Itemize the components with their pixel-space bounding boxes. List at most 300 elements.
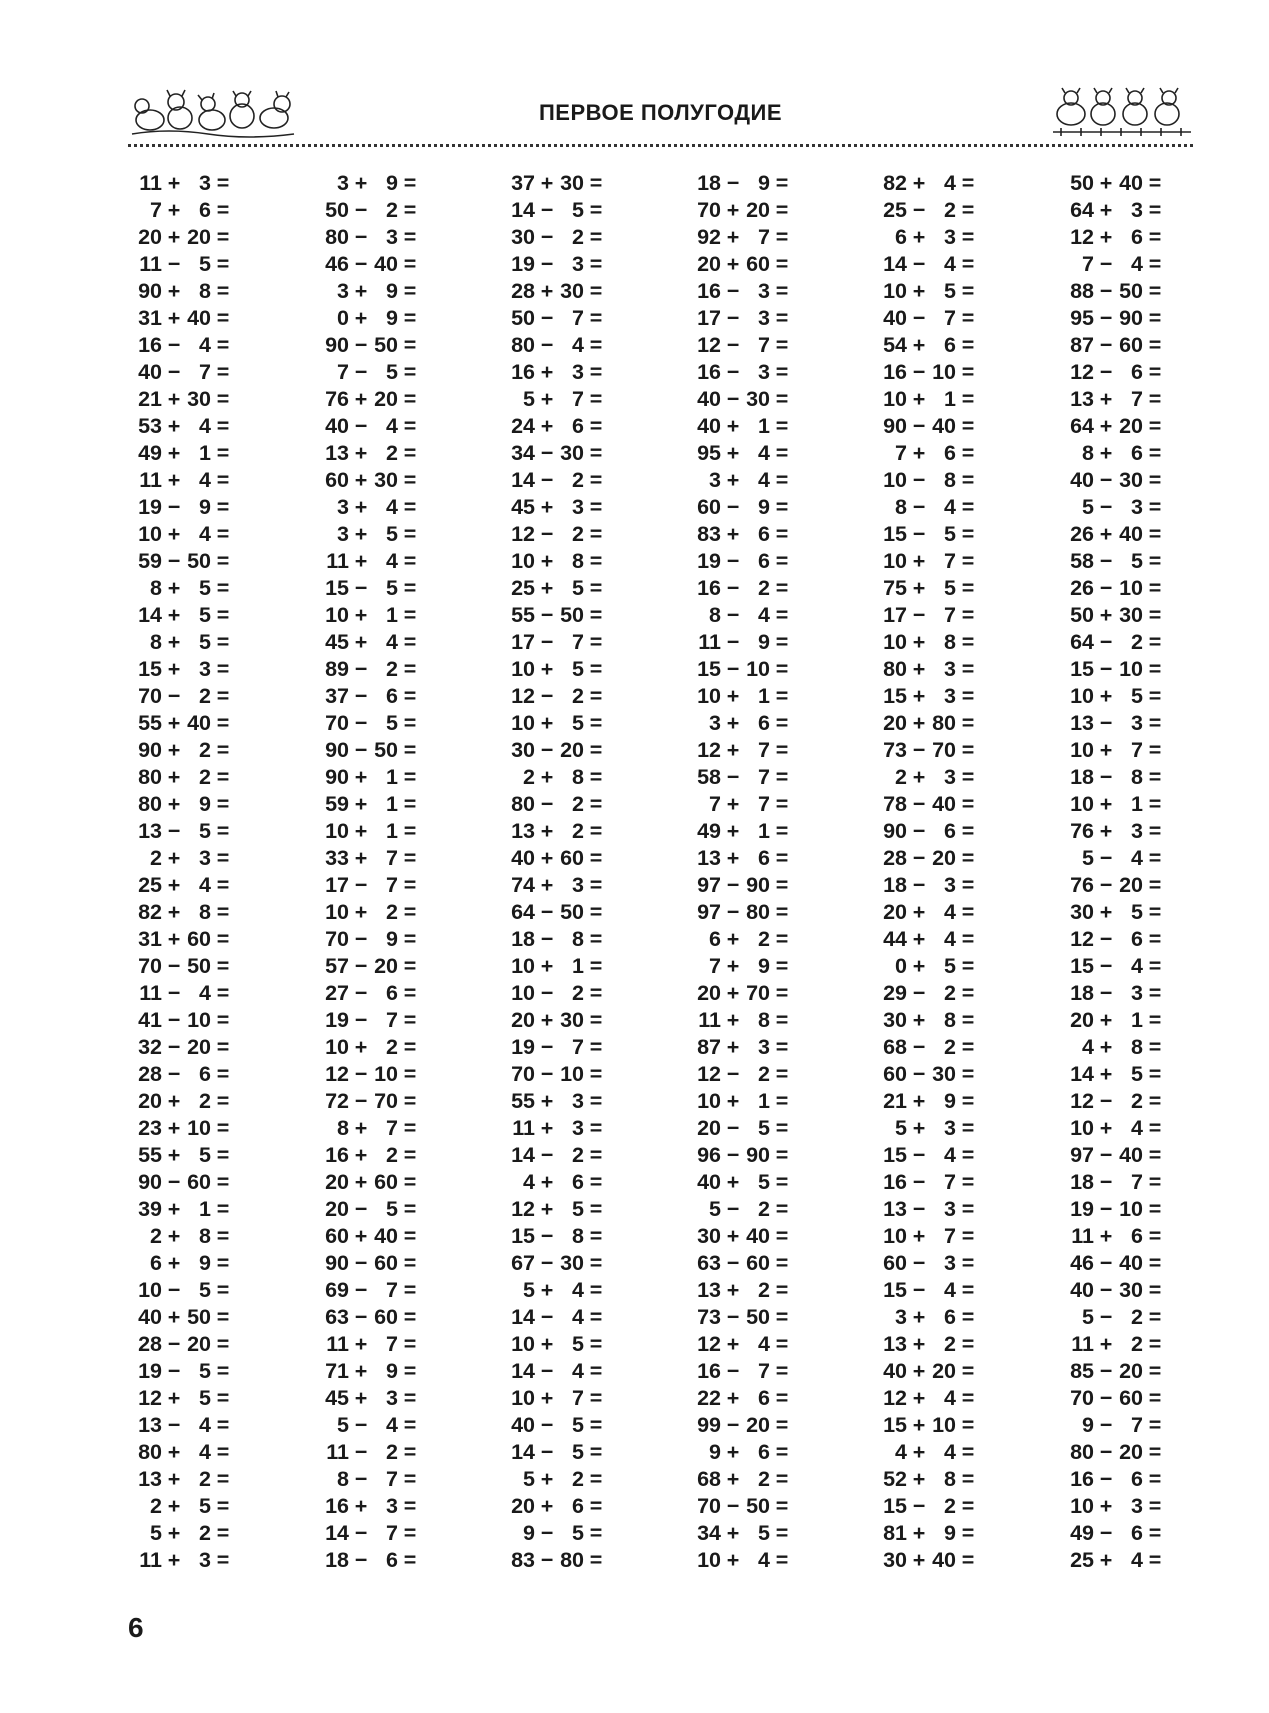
operand-b: 30 bbox=[1119, 1278, 1143, 1302]
operand-a: 13 bbox=[697, 846, 721, 870]
operand-b: 3 bbox=[944, 1116, 956, 1140]
operator: − bbox=[540, 252, 554, 276]
exercise-item bbox=[1060, 818, 1175, 845]
operand-b: 6 bbox=[1131, 441, 1143, 465]
equals-sign: = bbox=[775, 765, 789, 789]
operator: + bbox=[726, 1278, 740, 1302]
operand-a: 50 bbox=[325, 198, 349, 222]
exercise-item bbox=[687, 629, 802, 656]
equals-sign: = bbox=[216, 927, 230, 951]
equals-sign: = bbox=[403, 1521, 417, 1545]
operator: − bbox=[167, 684, 181, 708]
exercise-item bbox=[1060, 764, 1175, 791]
operator: + bbox=[354, 1359, 368, 1383]
exercise-item bbox=[873, 1547, 988, 1574]
operand-a: 64 bbox=[1070, 414, 1094, 438]
operator: + bbox=[167, 1224, 181, 1248]
equals-sign: = bbox=[961, 684, 975, 708]
operand-a: 10 bbox=[1070, 1116, 1094, 1140]
operator: − bbox=[912, 1494, 926, 1518]
operator: − bbox=[912, 522, 926, 546]
equals-sign: = bbox=[775, 738, 789, 762]
exercise-item bbox=[873, 1061, 988, 1088]
operand-a: 70 bbox=[138, 684, 162, 708]
equals-sign: = bbox=[1148, 819, 1162, 843]
equals-sign: = bbox=[1148, 333, 1162, 357]
operator: + bbox=[354, 387, 368, 411]
operand-b: 5 bbox=[199, 630, 211, 654]
operand-a: 83 bbox=[511, 1548, 535, 1572]
exercise-item bbox=[687, 305, 802, 332]
exercise-item bbox=[687, 1466, 802, 1493]
operand-b: 10 bbox=[374, 1062, 398, 1086]
operand-a: 4 bbox=[1082, 1035, 1094, 1059]
operand-b: 3 bbox=[944, 225, 956, 249]
operand-b: 7 bbox=[944, 306, 956, 330]
operand-b: 30 bbox=[560, 1251, 584, 1275]
operator: + bbox=[912, 225, 926, 249]
exercise-item bbox=[501, 1196, 616, 1223]
operator: + bbox=[167, 387, 181, 411]
operand-b: 40 bbox=[932, 414, 956, 438]
operator: − bbox=[1099, 576, 1113, 600]
equals-sign: = bbox=[589, 1008, 603, 1032]
operand-b: 5 bbox=[944, 954, 956, 978]
operator: − bbox=[726, 387, 740, 411]
operand-b: 2 bbox=[386, 1143, 398, 1167]
operand-b: 4 bbox=[758, 1548, 770, 1572]
exercise-item bbox=[315, 1169, 430, 1196]
equals-sign: = bbox=[216, 468, 230, 492]
operand-a: 5 bbox=[1082, 846, 1094, 870]
operand-a: 19 bbox=[697, 549, 721, 573]
exercise-item bbox=[1060, 224, 1175, 251]
operand-b: 6 bbox=[1131, 1521, 1143, 1545]
operand-a: 20 bbox=[1070, 1008, 1094, 1032]
exercise-item bbox=[315, 1061, 430, 1088]
operator: + bbox=[167, 630, 181, 654]
equals-sign: = bbox=[775, 549, 789, 573]
operator: − bbox=[354, 1440, 368, 1464]
operand-b: 4 bbox=[386, 630, 398, 654]
operand-b: 8 bbox=[944, 1467, 956, 1491]
exercise-item bbox=[687, 1304, 802, 1331]
operator: + bbox=[540, 279, 554, 303]
operand-b: 9 bbox=[199, 792, 211, 816]
exercise-item bbox=[128, 791, 243, 818]
operand-a: 6 bbox=[895, 225, 907, 249]
operand-b: 6 bbox=[1131, 225, 1143, 249]
exercise-item bbox=[501, 1304, 616, 1331]
operand-a: 40 bbox=[325, 414, 349, 438]
exercise-item bbox=[128, 845, 243, 872]
operand-b: 8 bbox=[1131, 1035, 1143, 1059]
operand-b: 6 bbox=[758, 1386, 770, 1410]
operand-b: 6 bbox=[1131, 1467, 1143, 1491]
operator: + bbox=[912, 1224, 926, 1248]
equals-sign: = bbox=[775, 1521, 789, 1545]
equals-sign: = bbox=[216, 1413, 230, 1437]
exercise-item bbox=[1060, 1520, 1175, 1547]
equals-sign: = bbox=[961, 1197, 975, 1221]
equals-sign: = bbox=[589, 1467, 603, 1491]
equals-sign: = bbox=[961, 1359, 975, 1383]
operand-a: 40 bbox=[883, 306, 907, 330]
operand-a: 17 bbox=[325, 873, 349, 897]
operand-b: 7 bbox=[758, 792, 770, 816]
exercise-item bbox=[315, 224, 430, 251]
operand-a: 16 bbox=[883, 360, 907, 384]
operand-b: 7 bbox=[1131, 1413, 1143, 1437]
operator: − bbox=[1099, 468, 1113, 492]
operand-a: 14 bbox=[511, 1305, 535, 1329]
operand-b: 4 bbox=[572, 1359, 584, 1383]
operand-b: 7 bbox=[758, 738, 770, 762]
equals-sign: = bbox=[1148, 981, 1162, 1005]
operand-b: 9 bbox=[944, 1521, 956, 1545]
operator: + bbox=[540, 819, 554, 843]
operator: − bbox=[540, 306, 554, 330]
equals-sign: = bbox=[403, 1440, 417, 1464]
operand-b: 4 bbox=[1131, 1116, 1143, 1140]
operand-b: 2 bbox=[572, 225, 584, 249]
operand-a: 50 bbox=[1070, 603, 1094, 627]
operand-b: 7 bbox=[758, 765, 770, 789]
operator: − bbox=[726, 1413, 740, 1437]
exercise-item bbox=[128, 386, 243, 413]
equals-sign: = bbox=[961, 900, 975, 924]
operand-b: 3 bbox=[199, 171, 211, 195]
equals-sign: = bbox=[589, 846, 603, 870]
equals-sign: = bbox=[403, 549, 417, 573]
operand-a: 12 bbox=[697, 1062, 721, 1086]
operator: + bbox=[354, 279, 368, 303]
operand-a: 88 bbox=[1070, 279, 1094, 303]
operand-b: 6 bbox=[572, 1170, 584, 1194]
exercise-item bbox=[501, 1142, 616, 1169]
operator: + bbox=[167, 1116, 181, 1140]
operator: + bbox=[167, 1440, 181, 1464]
operand-b: 2 bbox=[944, 198, 956, 222]
operand-b: 4 bbox=[199, 522, 211, 546]
exercise-item bbox=[128, 1304, 243, 1331]
equals-sign: = bbox=[216, 225, 230, 249]
equals-sign: = bbox=[216, 306, 230, 330]
operand-a: 85 bbox=[1070, 1359, 1094, 1383]
operand-b: 10 bbox=[1119, 576, 1143, 600]
exercise-item bbox=[315, 1115, 430, 1142]
equals-sign: = bbox=[403, 846, 417, 870]
operand-b: 7 bbox=[572, 1386, 584, 1410]
operator: + bbox=[912, 1386, 926, 1410]
operand-a: 80 bbox=[511, 792, 535, 816]
exercise-item bbox=[1060, 1250, 1175, 1277]
operand-b: 6 bbox=[1131, 927, 1143, 951]
equals-sign: = bbox=[216, 630, 230, 654]
operand-a: 70 bbox=[697, 1494, 721, 1518]
equals-sign: = bbox=[961, 630, 975, 654]
exercise-item bbox=[873, 737, 988, 764]
operator: − bbox=[167, 1062, 181, 1086]
operand-a: 92 bbox=[697, 225, 721, 249]
operand-a: 10 bbox=[1070, 684, 1094, 708]
equals-sign: = bbox=[589, 1521, 603, 1545]
equals-sign: = bbox=[961, 873, 975, 897]
operand-b: 4 bbox=[944, 927, 956, 951]
operand-a: 15 bbox=[1070, 657, 1094, 681]
exercise-item bbox=[1060, 1412, 1175, 1439]
operator: − bbox=[354, 738, 368, 762]
exercise-item bbox=[501, 332, 616, 359]
equals-sign: = bbox=[403, 360, 417, 384]
exercise-item bbox=[687, 1169, 802, 1196]
operator: − bbox=[354, 684, 368, 708]
equals-sign: = bbox=[961, 414, 975, 438]
operand-a: 97 bbox=[1070, 1143, 1094, 1167]
equals-sign: = bbox=[589, 171, 603, 195]
operand-b: 4 bbox=[572, 333, 584, 357]
operator: + bbox=[912, 630, 926, 654]
exercise-item bbox=[1060, 1547, 1175, 1574]
operand-b: 2 bbox=[199, 684, 211, 708]
operand-b: 7 bbox=[758, 225, 770, 249]
operand-a: 76 bbox=[1070, 819, 1094, 843]
operator: + bbox=[354, 819, 368, 843]
exercise-item bbox=[687, 494, 802, 521]
operand-b: 4 bbox=[944, 495, 956, 519]
equals-sign: = bbox=[589, 414, 603, 438]
operand-a: 95 bbox=[697, 441, 721, 465]
operand-b: 50 bbox=[560, 900, 584, 924]
operand-a: 70 bbox=[138, 954, 162, 978]
operand-a: 10 bbox=[883, 1224, 907, 1248]
operand-a: 64 bbox=[1070, 630, 1094, 654]
equals-sign: = bbox=[216, 387, 230, 411]
operand-a: 60 bbox=[697, 495, 721, 519]
operator: + bbox=[167, 738, 181, 762]
equals-sign: = bbox=[961, 360, 975, 384]
operand-b: 4 bbox=[944, 1386, 956, 1410]
operand-a: 41 bbox=[138, 1008, 162, 1032]
operand-a: 20 bbox=[697, 252, 721, 276]
operand-b: 5 bbox=[572, 1440, 584, 1464]
equals-sign: = bbox=[589, 1143, 603, 1167]
operand-b: 60 bbox=[746, 252, 770, 276]
operand-a: 28 bbox=[138, 1332, 162, 1356]
exercise-item bbox=[501, 197, 616, 224]
equals-sign: = bbox=[403, 306, 417, 330]
operand-b: 5 bbox=[386, 522, 398, 546]
operand-b: 4 bbox=[386, 1413, 398, 1437]
equals-sign: = bbox=[589, 441, 603, 465]
operand-b: 10 bbox=[932, 1413, 956, 1437]
equals-sign: = bbox=[403, 900, 417, 924]
exercise-item bbox=[687, 413, 802, 440]
operator: − bbox=[726, 1197, 740, 1221]
operator: + bbox=[726, 522, 740, 546]
exercise-item bbox=[873, 1385, 988, 1412]
operand-b: 50 bbox=[187, 1305, 211, 1329]
operator: + bbox=[540, 1116, 554, 1140]
exercise-item bbox=[873, 575, 988, 602]
exercise-item bbox=[873, 1169, 988, 1196]
operand-a: 28 bbox=[511, 279, 535, 303]
operator: + bbox=[912, 1548, 926, 1572]
equals-sign: = bbox=[1148, 1521, 1162, 1545]
exercise-item bbox=[1060, 980, 1175, 1007]
exercise-item bbox=[1060, 872, 1175, 899]
operand-a: 13 bbox=[138, 819, 162, 843]
operand-b: 4 bbox=[199, 1413, 211, 1437]
operand-a: 13 bbox=[697, 1278, 721, 1302]
equals-sign: = bbox=[216, 1224, 230, 1248]
operator: − bbox=[726, 1305, 740, 1329]
exercise-item bbox=[128, 953, 243, 980]
exercise-item bbox=[501, 1358, 616, 1385]
operand-b: 3 bbox=[1131, 198, 1143, 222]
equals-sign: = bbox=[403, 1224, 417, 1248]
equals-sign: = bbox=[589, 468, 603, 492]
operand-b: 60 bbox=[187, 1170, 211, 1194]
exercise-item bbox=[315, 845, 430, 872]
equals-sign: = bbox=[961, 1008, 975, 1032]
exercise-item bbox=[873, 683, 988, 710]
equals-sign: = bbox=[775, 603, 789, 627]
operator: + bbox=[354, 549, 368, 573]
exercise-item bbox=[501, 791, 616, 818]
operand-a: 55 bbox=[511, 603, 535, 627]
equals-sign: = bbox=[403, 1278, 417, 1302]
operator: − bbox=[1099, 495, 1113, 519]
exercise-item bbox=[315, 197, 430, 224]
operator: + bbox=[167, 873, 181, 897]
operator: + bbox=[354, 846, 368, 870]
operand-b: 7 bbox=[386, 1278, 398, 1302]
exercise-item bbox=[128, 1277, 243, 1304]
exercise-item bbox=[128, 1250, 243, 1277]
operator: − bbox=[167, 819, 181, 843]
exercise-item bbox=[1060, 629, 1175, 656]
equals-sign: = bbox=[403, 225, 417, 249]
equals-sign: = bbox=[775, 927, 789, 951]
operator: − bbox=[912, 414, 926, 438]
operand-a: 10 bbox=[883, 549, 907, 573]
operand-a: 18 bbox=[511, 927, 535, 951]
exercise-item bbox=[687, 467, 802, 494]
exercise-column-3 bbox=[501, 170, 616, 1574]
operand-a: 11 bbox=[1071, 1332, 1094, 1356]
operand-b: 3 bbox=[572, 252, 584, 276]
operator: − bbox=[354, 1062, 368, 1086]
operand-b: 60 bbox=[187, 927, 211, 951]
exercise-item bbox=[315, 413, 430, 440]
operand-b: 5 bbox=[944, 279, 956, 303]
operand-b: 5 bbox=[386, 1197, 398, 1221]
equals-sign: = bbox=[216, 1521, 230, 1545]
exercise-item bbox=[315, 953, 430, 980]
operator: − bbox=[167, 1359, 181, 1383]
equals-sign: = bbox=[961, 576, 975, 600]
operand-b: 5 bbox=[199, 1359, 211, 1383]
operand-a: 28 bbox=[138, 1062, 162, 1086]
operand-b: 4 bbox=[1131, 252, 1143, 276]
operand-b: 5 bbox=[944, 522, 956, 546]
operand-b: 6 bbox=[386, 684, 398, 708]
equals-sign: = bbox=[775, 981, 789, 1005]
operand-b: 4 bbox=[758, 441, 770, 465]
equals-sign: = bbox=[775, 1305, 789, 1329]
equals-sign: = bbox=[216, 1170, 230, 1194]
exercise-item bbox=[315, 170, 430, 197]
operand-b: 5 bbox=[572, 657, 584, 681]
operator: − bbox=[354, 981, 368, 1005]
operand-b: 60 bbox=[374, 1251, 398, 1275]
operator: + bbox=[726, 1332, 740, 1356]
operand-a: 10 bbox=[511, 1332, 535, 1356]
operator: − bbox=[726, 306, 740, 330]
operand-b: 9 bbox=[944, 1089, 956, 1113]
operator: − bbox=[1099, 1278, 1113, 1302]
exercise-item bbox=[315, 440, 430, 467]
operand-a: 40 bbox=[697, 1170, 721, 1194]
operator: + bbox=[912, 1440, 926, 1464]
operator: − bbox=[540, 738, 554, 762]
operator: − bbox=[167, 1035, 181, 1059]
equals-sign: = bbox=[961, 981, 975, 1005]
equals-sign: = bbox=[961, 1143, 975, 1167]
operator: − bbox=[1099, 1386, 1113, 1410]
equals-sign: = bbox=[403, 1359, 417, 1383]
operand-b: 1 bbox=[758, 684, 770, 708]
operand-a: 10 bbox=[511, 954, 535, 978]
operand-b: 10 bbox=[932, 360, 956, 384]
exercise-item bbox=[315, 1088, 430, 1115]
exercise-item bbox=[315, 1277, 430, 1304]
operand-b: 2 bbox=[1131, 1332, 1143, 1356]
operand-a: 40 bbox=[1070, 1278, 1094, 1302]
operand-a: 12 bbox=[697, 738, 721, 762]
equals-sign: = bbox=[775, 1116, 789, 1140]
exercise-item bbox=[501, 899, 616, 926]
equals-sign: = bbox=[216, 900, 230, 924]
operand-b: 20 bbox=[187, 1332, 211, 1356]
operand-b: 20 bbox=[746, 198, 770, 222]
operand-a: 7 bbox=[709, 954, 721, 978]
exercise-item bbox=[501, 575, 616, 602]
operator: + bbox=[167, 1494, 181, 1518]
equals-sign: = bbox=[589, 576, 603, 600]
operand-a: 13 bbox=[883, 1332, 907, 1356]
operator: − bbox=[1099, 333, 1113, 357]
exercise-item bbox=[501, 1277, 616, 1304]
exercise-item bbox=[873, 251, 988, 278]
operator: − bbox=[167, 981, 181, 1005]
operator: + bbox=[354, 306, 368, 330]
operand-b: 4 bbox=[386, 414, 398, 438]
operand-a: 31 bbox=[138, 306, 162, 330]
operand-a: 80 bbox=[138, 792, 162, 816]
equals-sign: = bbox=[1148, 1089, 1162, 1113]
equals-sign: = bbox=[775, 1008, 789, 1032]
operand-a: 45 bbox=[511, 495, 535, 519]
operand-a: 19 bbox=[511, 252, 535, 276]
exercise-item bbox=[1060, 548, 1175, 575]
operator: + bbox=[726, 441, 740, 465]
operator: + bbox=[726, 1386, 740, 1410]
equals-sign: = bbox=[216, 1386, 230, 1410]
operand-a: 16 bbox=[325, 1494, 349, 1518]
operator: + bbox=[354, 495, 368, 519]
